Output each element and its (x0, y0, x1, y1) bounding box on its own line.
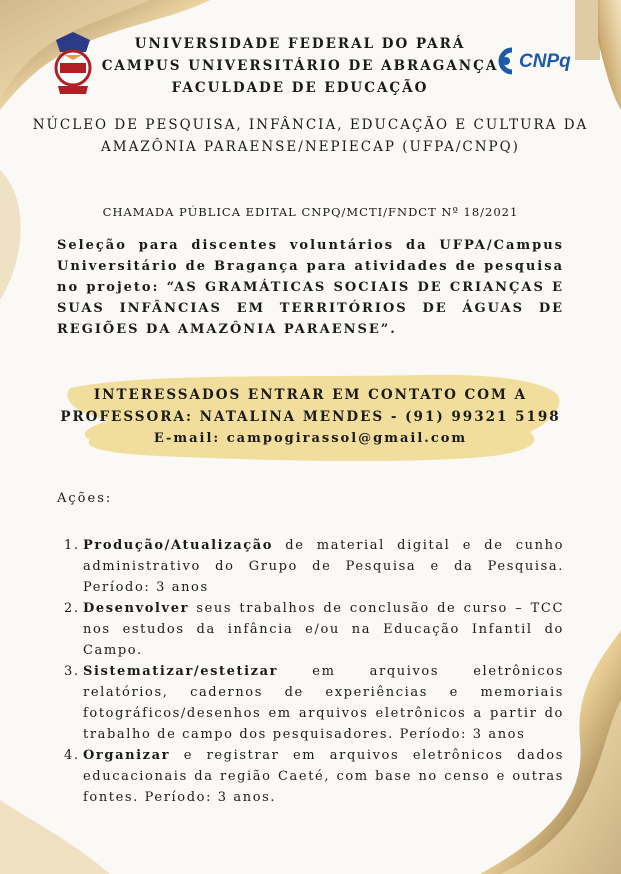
acoes-list (64, 535, 564, 808)
nucleo-line-1: NÚCLEO DE PESQUISA, INFÂNCIA, EDUCAÇÃO E CULTURA DA (32, 117, 589, 133)
contact-email: E-mail: campogirassol@gmail.com (153, 431, 468, 446)
acao-item-4: 4. Organizar e registrar em arquivos eletrônicos dados educacionais da região Caeté, com base no censo e outras fontes. Período: 3 anos. (64, 748, 564, 805)
faculty-name: FACULDADE DE EDUCAÇÃO (171, 80, 429, 96)
cnpq-logo (492, 46, 580, 78)
acao-item-3: 3. Sistematizar/estetizar em arquivos eletrônicos relatórios, cadernos de experiências e memoriais fotográficos/desenhos em arquivos eletrônicos a partir do trabalho de campo dos pesquisadores. Período: 3 anos (64, 664, 564, 742)
cnpq-logo-text: CNPq (519, 51, 571, 72)
contact-line-1: INTERESSADOS ENTRAR EM CONTATO COM A (93, 387, 528, 403)
university-name: UNIVERSIDADE FEDERAL DO PARÁ (134, 36, 466, 52)
acoes-title: Ações: (57, 491, 113, 506)
acao-item-1: 1. Produção/Atualização de material digital e de cunho administrativo do Grupo de Pesquisa e da Pesquisa. Período: 3 anos (64, 538, 564, 595)
edital-title: CHAMADA PÚBLICA EDITAL CNPQ/MCTI/FNDCT Nº 18/2021 (102, 205, 519, 219)
cnpq-logo-icon (492, 46, 520, 76)
contact-line-2: PROFESSORA: NATALINA MENDES - (91) 99321 5198 (60, 409, 561, 425)
acao-item-2: 2. Desenvolver seus trabalhos de conclusão de curso – TCC nos estudos da infância e/ou na Educação Infantil do Campo. (64, 601, 564, 658)
campus-name: CAMPUS UNIVERSITÁRIO DE ABRAGANÇA (101, 58, 499, 74)
ufpa-logo-icon (50, 30, 96, 96)
nucleo-line-2: AMAZÔNIA PARAENSE/NEPIECAP (UFPA/CNPQ) (101, 139, 520, 155)
selection-description: Seleção para discentes voluntários da UFPA/Campus Universitário de Bragança para atividades de pesquisa no projeto: “AS GRAMÁTICAS SOCIAIS DE CRIANÇAS E SUAS INFÂNCIAS EM TERRITÓRIOS DE ÁGUAS DE REGIÕES DA AMAZÔNIA PARAENSE”. (57, 238, 564, 337)
